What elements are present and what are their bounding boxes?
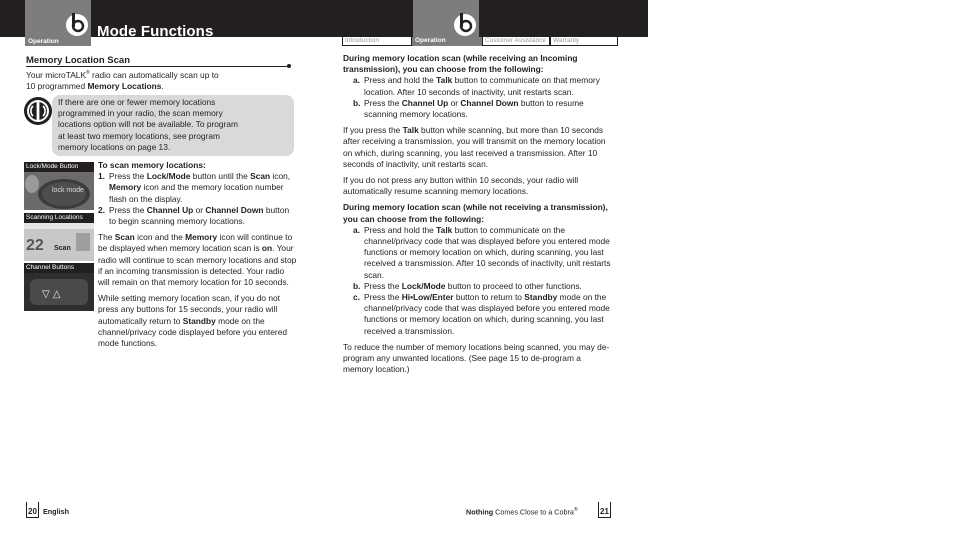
lock-mode-label: lock mode <box>52 187 84 194</box>
svg-text:22: 22 <box>26 237 44 254</box>
lock-mode-button-photo <box>24 162 94 210</box>
channel-buttons-image <box>24 273 94 311</box>
note-warning-icon <box>23 96 53 126</box>
section-title: Memory Location Scan <box>26 55 130 66</box>
step-1: 1. Press the Lock/Mode button until the Scan icon, Memory icon and the memory location number flash on the display. <box>98 171 291 204</box>
option-b-incoming: b. Press the Channel Up or Channel Down button to resume scanning memory locations. <box>353 97 584 120</box>
page-title: Mode Functions <box>97 23 214 40</box>
timeout-paragraph: While setting memory location scan, if you do not press any buttons for 15 seconds, your radio will automatically return to Standby mode on the channel/privacy code displayed before you entered mode functions. <box>98 293 288 349</box>
tab-operation[interactable]: Operation <box>412 37 482 46</box>
thumb-caption: Lock/Mode Button <box>24 162 94 172</box>
deprogram-paragraph: To reduce the number of memory locations being scanned, you may de-program any unwanted locations. (See page 15 to de-program a memory location.) <box>343 341 610 375</box>
scan-display-label: Scan <box>54 245 71 252</box>
intro-paragraph: Your microTALK® radio can automatically scan up to 10 programmed Memory Locations. <box>26 69 219 91</box>
footer-tagline: Nothing Comes Close to a Cobra® <box>466 507 578 517</box>
note-text: If there are one or fewer memory locations programmed in your radio, the scan memory locations option will not be available. To program at least two memory locations, see program memory locations on page 13. <box>58 97 239 152</box>
radio-operation-icon <box>63 9 91 37</box>
scan-paragraph: The Scan icon and the Memory icon will continue to be displayed when memory location scan is on. Your radio will continue to scan memory locations and stop if an incoming transmission is detected. Your radio will remain on that memory location for 10 seconds. <box>98 232 297 288</box>
channel-arrows: ▽ △ <box>42 289 61 300</box>
thumb-caption: Scanning Locations <box>24 213 94 223</box>
option-a-idle: a. Press and hold the Talk button to communicate on the channel/privacy code that was displayed before you entered mode functions or memory location on which, during scanning, you last received a transmission. After 10 seconds of inactivity, unit restarts scan. <box>353 224 611 280</box>
incoming-heading: During memory location scan (while receiving an Incoming transmission), you can choose from the following: <box>343 53 578 75</box>
option-c-idle: c. Press the Hi•Low/Enter button to return to Standby mode on the channel/privacy code that was displayed before you entered mode functions or memory location on which, during scanning, you last received a transmission. <box>353 292 610 336</box>
page-number-right: 21 <box>598 502 611 518</box>
not-receiving-heading: During memory location scan (while not receiving a transmission), you can choose from the following: <box>343 202 608 224</box>
scanning-display-image <box>24 223 94 261</box>
to-scan-title: To scan memory locations: <box>98 160 206 170</box>
right-column <box>343 53 613 375</box>
resume-paragraph: If you do not press any button within 10 seconds, your radio will automatically resume scanning memory locations. <box>343 175 579 197</box>
lock-mode-button-image <box>24 172 94 210</box>
section-rule <box>26 66 290 67</box>
footer-language: English <box>43 507 69 516</box>
thumb-caption: Channel Buttons <box>24 263 94 273</box>
step-2: 2. Press the Channel Up or Channel Down button to begin scanning memory locations. <box>98 204 290 227</box>
channel-buttons-photo <box>24 263 94 311</box>
talk-paragraph: If you press the Talk button while scanning, but more than 10 seconds after receiving a transmission, you will transmit on the memory location on which, during scanning, you last received a transmission. After 10 seconds of inactivity, unit restarts scan. <box>343 125 606 169</box>
option-a-incoming: a. Press and hold the Talk button to communicate on that memory location. After 10 seconds of inactivity, unit restarts scan. <box>353 75 600 97</box>
tab-warranty[interactable]: Warranty <box>550 37 618 46</box>
scanning-locations-photo <box>24 213 94 261</box>
scan-instructions <box>98 160 298 349</box>
option-b-idle: b. Press the Lock/Mode button to proceed to other functions. <box>353 280 582 291</box>
page-number-left: 20 <box>26 502 39 518</box>
section-tabs <box>342 37 618 46</box>
tab-customer-assistance[interactable]: Customer Assistance <box>482 37 550 46</box>
tab-introduction[interactable]: Introduction <box>342 37 412 46</box>
operation-tab-left <box>25 0 91 46</box>
tab-label: Operation <box>28 38 59 45</box>
radio-operation-icon <box>451 9 479 37</box>
